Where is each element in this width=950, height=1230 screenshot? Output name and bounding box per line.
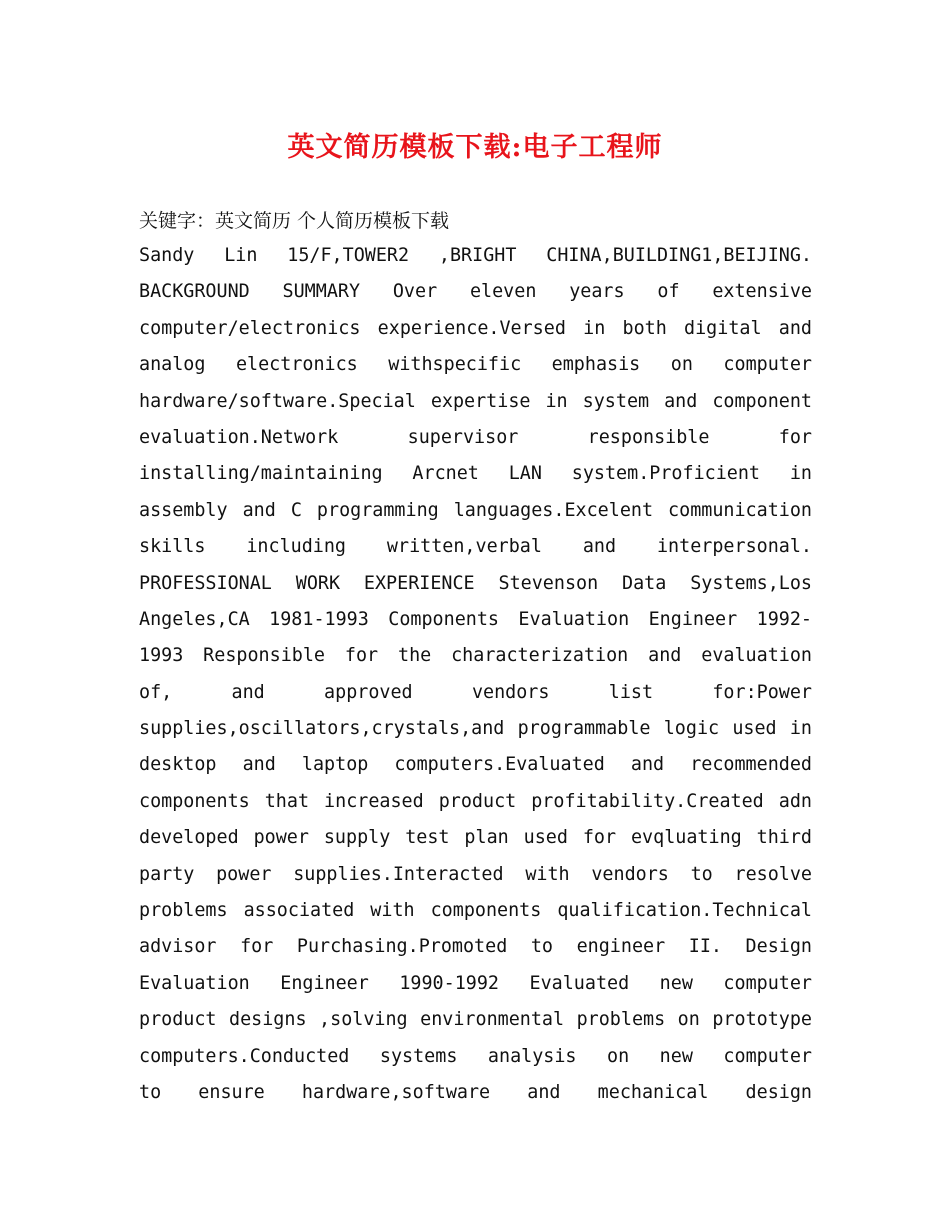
- resume-text-line: product designs ,solving environmental problems on prototype: [139, 1009, 812, 1031]
- resume-text-line: BACKGROUND SUMMARY Over eleven years of extensive: [139, 281, 812, 303]
- keywords-line: 关键字：英文简历 个人简历模板下载: [139, 210, 450, 232]
- resume-text-line: installing/maintaining Arcnet LAN system.Proficient in: [139, 463, 812, 485]
- resume-text-line: components that increased product profitability.Created adn: [139, 790, 812, 812]
- resume-text-line: skills including written,verbal and interpersonal.: [139, 536, 812, 558]
- resume-text-line: of, and approved vendors list for:Power: [139, 681, 812, 703]
- resume-body: [139, 238, 812, 1111]
- resume-text-line: hardware/software.Special expertise in system and component: [139, 390, 812, 412]
- resume-text-line: problems associated with components qualification.Technical: [139, 900, 812, 922]
- resume-text-line: developed power supply test plan used for evqluating third: [139, 827, 812, 849]
- resume-text-line: Sandy Lin 15/F,TOWER2 ,BRIGHT CHINA,BUILDING1,BEIJING.: [139, 245, 812, 266]
- resume-text-line: advisor for Purchasing.Promoted to engineer II. Design: [139, 936, 812, 958]
- document-title: 英文简历模板下载:电子工程师: [287, 132, 663, 163]
- resume-text-line: 1993 Responsible for the characterization and evaluation: [139, 645, 812, 667]
- resume-text-line: Evaluation Engineer 1990-1992 Evaluated new computer: [139, 972, 812, 994]
- resume-text-line: PROFESSIONAL WORK EXPERIENCE Stevenson Data Systems,Los: [139, 572, 812, 594]
- resume-text-line: Angeles,CA 1981-1993 Components Evaluation Engineer 1992-: [139, 608, 812, 630]
- resume-text-line: analog electronics withspecific emphasis on computer: [139, 354, 812, 376]
- resume-text-line: desktop and laptop computers.Evaluated and recommended: [139, 754, 812, 776]
- resume-text-line: assembly and C programming languages.Excelent communication: [139, 499, 812, 521]
- resume-text-line: party power supplies.Interacted with vendors to resolve: [139, 863, 812, 885]
- resume-text-line: supplies,oscillators,crystals,and programmable logic used in: [139, 718, 812, 740]
- resume-text-line: to ensure hardware,software and mechanical design: [139, 1081, 812, 1103]
- resume-text-line: computer/electronics experience.Versed in both digital and: [139, 317, 812, 339]
- resume-text-line: computers.Conducted systems analysis on new computer: [139, 1045, 812, 1067]
- resume-text-line: evaluation.Network supervisor responsible for: [139, 426, 812, 448]
